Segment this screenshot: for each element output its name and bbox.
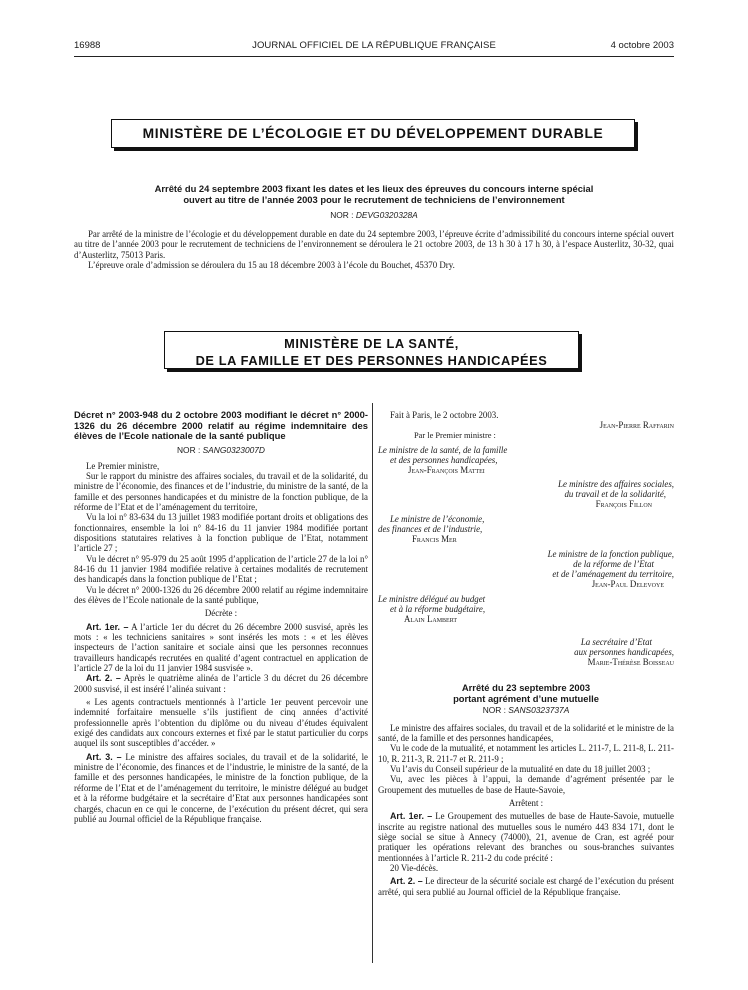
nor-code: SANG0323007D	[202, 444, 265, 455]
fait-a-paris: Fait à Paris, le 2 octobre 2003.	[390, 410, 499, 420]
article-1	[378, 811, 674, 863]
signature-economie: Le ministre de l’économie, des finances et de l’industrie, Francis Mer	[378, 513, 485, 545]
article-2	[74, 673, 368, 694]
branch-item: 20 Vie-décès.	[390, 863, 439, 873]
paragraph: Vu le décret n° 2000-1326 du 26 décembre 2000 relatif au régime indemnitaire des élèves de l’Ecole nationale de la santé publique,	[74, 584, 368, 605]
article-text: Après le quatrième alinéa de l’article 3 du décret du 26 décembre 2000 susvisé, il est inséré l’alinéa suivant :	[74, 673, 368, 694]
article-text: Le Groupement des mutuelles de base de Haute-Savoie, mutuelle inscrite au registre national des mutuelles sous le numéro 443 834 171, dont le siège social se situe à Annecy (74000), 21, avenue de Cran, est agréé pour pratiquer les opérations relevant des branches ou sous-branches suivantes mentionnées à l’article R. 211-2 du code précité :	[378, 811, 674, 863]
paragraph: Vu le décret n° 95-979 du 25 août 1995 d’application de l’article 27 de la loi n° 84-16 du 11 janvier 1984 modifiée relative à certaines modalités de recrutement des handicapés dans la fonction publique de l’Etat ;	[74, 553, 368, 585]
paragraph: Sur le rapport du ministre des affaires sociales, du travail et de la solidarité, du ministre de l’économie, des finances et de l’industrie, du ministre de la santé, de la famille et des personnes handicapées et du ministre de la fonction publique, de la réforme de l’Etat et de l’aménagement du territoire,	[74, 470, 368, 512]
arrete-mutuelle-title: Arrêté du 23 septembre 2003 portant agrément d’une mutuelle	[453, 681, 599, 704]
paragraph: Vu, avec les pièces à l’appui, la demande d’agrément présentée par le Groupement des mutuelles de base de Haute-Savoie,	[378, 774, 674, 795]
decrete-heading: Décrète :	[204, 608, 238, 619]
arrete-mutuelle-nor	[378, 705, 674, 715]
article-1	[74, 622, 368, 674]
article-label: Art. 2. –	[86, 673, 121, 684]
article-3	[74, 752, 368, 824]
signature-secretaire-etat: La secrétaire d’Etat aux personnes handicapées, Marie-Thérèse Boisseau	[574, 636, 674, 668]
article-text: Le ministre des affaires sociales, du travail et de la solidarité, le ministre de l’économie, des finances et de l’industrie, le ministre de la santé, de la famille et des personnes handicapées, le ministre de la fonction publique, de la réforme de l’Etat et de l’aménagement du territoire, le ministre délégué au budget et à la réforme budgétaire et la secrétaire d’Etat aux personnes handicapées sont chargés, chacun en ce qui le concerne, de l’exécution du présent décret, qui sera publié au Journal officiel de la République française.	[74, 751, 368, 824]
arrete-ecology-title-line1: Arrêté du 24 septembre 2003 fixant les dates et les lieux des épreuves du concours interne spécial	[154, 183, 594, 194]
nor-label: NOR :	[330, 210, 354, 220]
arrete-ecology-title	[100, 183, 648, 205]
arrete-ecology-nor	[100, 210, 648, 220]
arretent-heading: Arrêtent :	[508, 797, 544, 808]
column-divider	[372, 403, 373, 963]
par-premier-ministre: Par le Premier ministre :	[414, 430, 496, 440]
decret-nor	[74, 445, 368, 455]
signature-affaires-sociales: Le ministre des affaires sociales, du travail et de la solidarité, François Fillon	[558, 478, 674, 510]
paragraph: Par arrêté de la ministre de l’écologie et du développement durable en date du 24 septembre 2003, l’épreuve écrite d’admissibilité du concours interne spécial ouvert au titre de l’année 2003 pour le recrutement de techniciens de l’environnement se déroulera le 21 octobre 2003, de 13 h 30 à 17 h 30, à l’espace Austerlitz, 30-32, quai d’Austerlitz, 75013 Paris.	[74, 229, 674, 260]
ministry-ecology-box	[111, 119, 635, 148]
paragraph: Vu la loi n° 83-634 du 13 juillet 1983 modifiée portant droits et obligations des fonctionnaires, ensemble la loi n° 84-16 du 11 janvier 1984 modifiée portant dispositions statutaires relatives à la fonction publique de l’Etat, notamment l’article 27 ;	[74, 512, 368, 554]
article-2-quote: « Les agents contractuels mentionnés à l’article 1er peuvent percevoir une indemnité forfaitaire mensuelle s’ils justifient de cinq années d’activité professionnelle après l’obtention du diplôme ou du niveau d’études équivalent exigé des candidats aux concours externes et fixé par le statut particulier du corps auquel ils sont susceptibles d’accéder. »	[74, 697, 368, 749]
nor-code: SANS0323737A	[508, 704, 570, 715]
decret-column	[74, 410, 368, 824]
ministry-health-box	[164, 331, 579, 369]
article-label: Art. 3. –	[86, 751, 122, 762]
article-text: A l’article 1er du décret du 26 décembre 2000 susvisé, après les mots : « les techniciens sanitaires » sont insérés les mots : « et les élèves inspecteurs de l’action sanitaire et sociale ainsi que les personnes reconnues travailleurs handicapés recrutées en qualité d’agent contractuel en application de l’article 27 de la loi du 11 janvier 1984 susvisée ».	[74, 621, 369, 674]
journal-title: JOURNAL OFFICIEL DE LA RÉPUBLIQUE FRANÇAISE	[252, 40, 496, 51]
article-label: Art. 2. –	[390, 876, 423, 887]
ministry-ecology-title: MINISTÈRE DE L’ÉCOLOGIE ET DU DÉVELOPPEMENT DURABLE	[142, 126, 604, 141]
header-rule	[74, 56, 674, 57]
issue-date: 4 octobre 2003	[610, 40, 674, 51]
signature-sante: Le ministre de la santé, de la famille et des personnes handicapées, Jean-François Mattei	[378, 444, 508, 476]
ministry-health-title-line2: DE LA FAMILLE ET DES PERSONNES HANDICAPÉES	[195, 353, 548, 368]
arrete-ecology-title-line2: ouvert au titre de l’année 2003 pour le recrutement de techniciens de l’environnement	[183, 194, 565, 205]
ministry-health-title-line1: MINISTÈRE DE LA SANTÉ,	[284, 336, 459, 351]
signature-budget: Le ministre délégué au budget et à la réforme budgétaire, Alain Lambert	[378, 593, 486, 625]
paragraph: Vu l’avis du Conseil supérieur de la mutualité en date du 18 juillet 2003 ;	[390, 763, 651, 774]
paragraph: Le Premier ministre,	[86, 460, 160, 471]
arrete-ecology-body	[74, 229, 674, 271]
paragraph: Vu le code de la mutualité, et notamment les articles L. 211-7, L. 211-8, L. 211-10, R. 211-3, R. 211-7 et R. 211-9 ;	[378, 743, 674, 764]
article-text: Le directeur de la sécurité sociale est chargé de l’exécution du présent arrêté, qui sera publié au Journal officiel de la République française.	[378, 876, 675, 897]
paragraph: L’épreuve orale d’admission se déroulera du 15 au 18 décembre 2003 à l’école du Bouchet, 45370 Dry.	[88, 260, 455, 271]
article-label: Art. 1er. –	[86, 621, 129, 632]
nor-code: DEVG0320328A	[355, 210, 418, 220]
nor-label: NOR :	[482, 704, 506, 715]
article-label: Art. 1er. –	[390, 811, 433, 822]
pm-name: Jean-Pierre Raffarin	[599, 420, 674, 431]
article-2	[378, 876, 674, 897]
paragraph: Le ministre des affaires sociales, du travail et de la solidarité et le ministre de la santé, de la famille et des personnes handicapées,	[378, 722, 674, 743]
nor-label: NOR :	[177, 444, 201, 455]
signatures-column	[378, 410, 674, 897]
page-number: 16988	[74, 40, 101, 51]
decret-title: Décret n° 2003-948 du 2 octobre 2003 modifiant le décret n° 2000-1326 du 26 décembre 2000 relatif au régime indemnitaire des élèves de l’Ecole nationale de la santé publique	[74, 409, 368, 441]
signature-fonction-publique: Le ministre de la fonction publique, de la réforme de l’Etat et de l’aménagement du territoire, Jean-Paul Delevoye	[547, 548, 674, 590]
